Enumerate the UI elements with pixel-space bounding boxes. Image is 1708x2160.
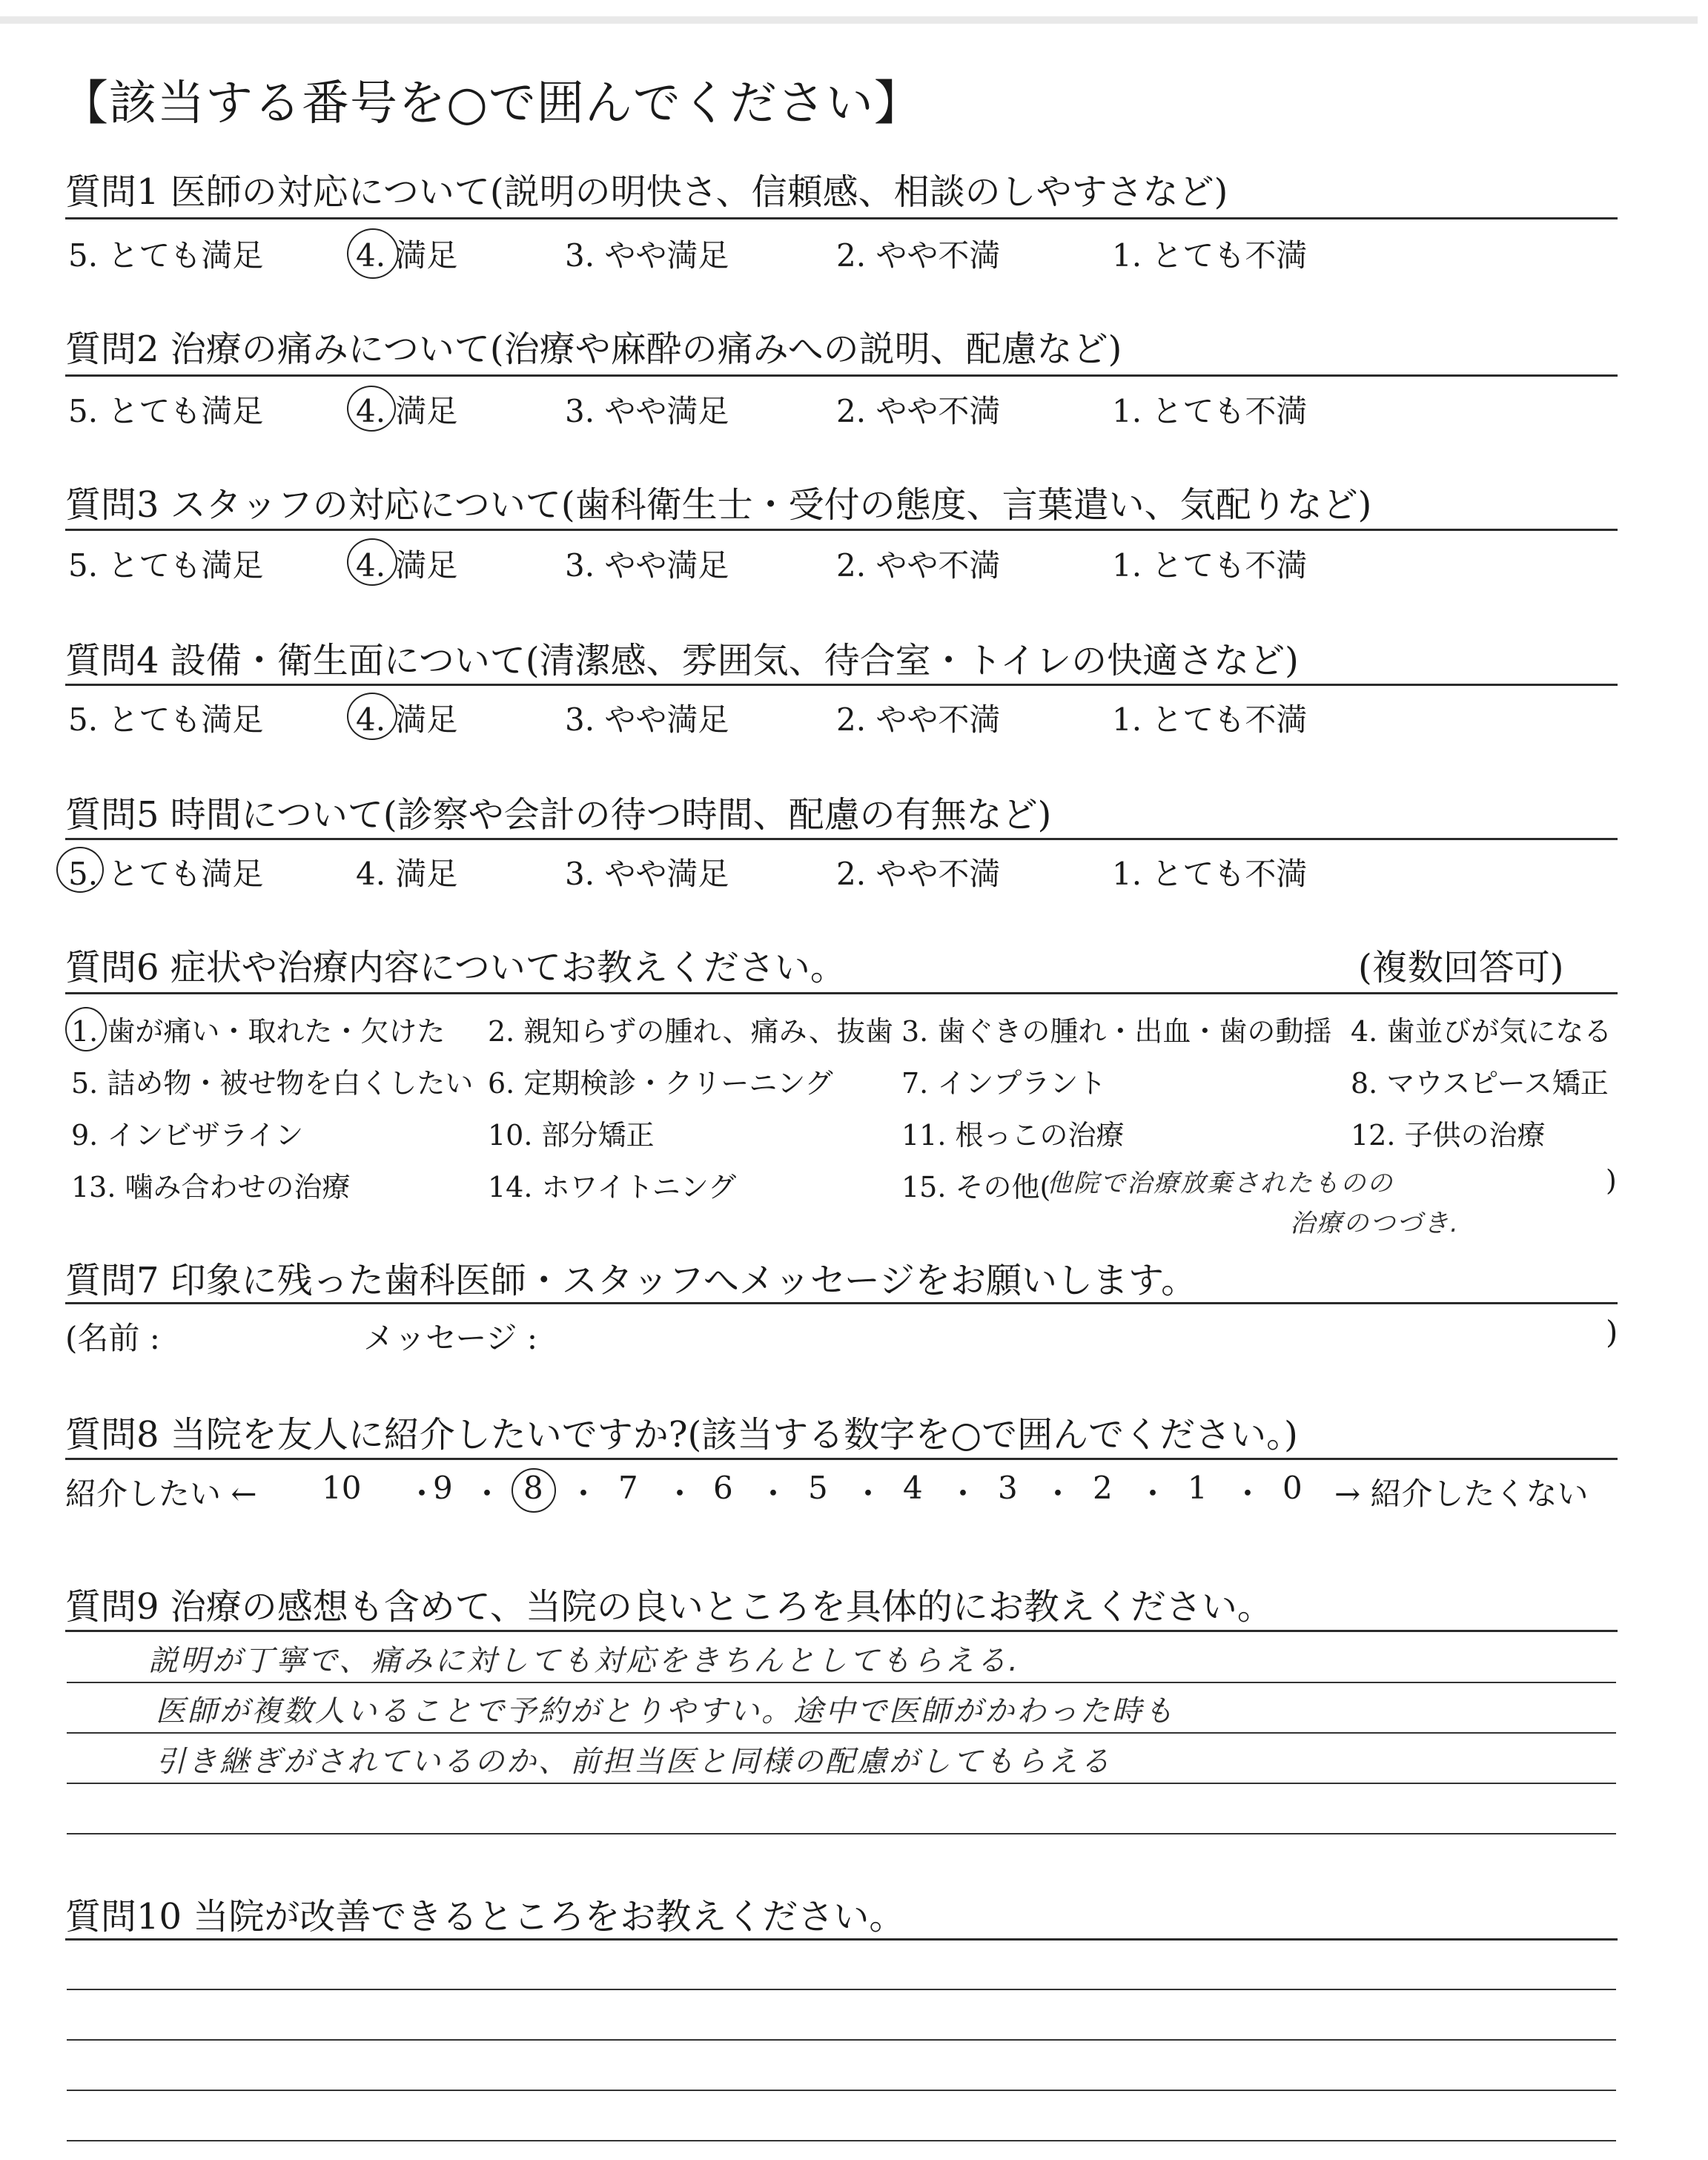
q2-selection-circle bbox=[347, 386, 396, 432]
q3-option-2[interactable]: 2. やや不満 bbox=[836, 547, 1001, 584]
q9-answer-line-1: 説明が丁寧で、痛みに対しても対応をきちんとしてもらえる. bbox=[148, 1644, 1020, 1678]
question-6-label: 質問6 症状や治療内容についてお教えください。 bbox=[65, 947, 846, 988]
q9-writing-line bbox=[67, 1833, 1616, 1834]
q1-option-1[interactable]: 1. とても不満 bbox=[1112, 237, 1308, 274]
question-6-note: (複数回答可) bbox=[1358, 947, 1564, 988]
question-3-rule bbox=[65, 529, 1618, 531]
q4-option-3[interactable]: 3. やや満足 bbox=[565, 701, 729, 738]
q6-option-12[interactable]: 12. 子供の治療 bbox=[1351, 1119, 1546, 1152]
q7-close-paren: ) bbox=[1606, 1314, 1618, 1350]
q8-scale-5[interactable]: 5 bbox=[808, 1470, 828, 1506]
q8-dot: ・ bbox=[568, 1476, 600, 1512]
q6-other-handwritten-line-1: 他院で治療放棄されたものの bbox=[1047, 1169, 1394, 1198]
q10-writing-line bbox=[67, 2140, 1616, 2141]
q6-option-14[interactable]: 14. ホワイトニング bbox=[488, 1171, 737, 1203]
scan-top-edge bbox=[0, 16, 1698, 24]
question-9-label: 質問9 治療の感想も含めて、当院の良いところを具体的にお教えください。 bbox=[65, 1586, 1273, 1628]
q3-option-1[interactable]: 1. とても不満 bbox=[1112, 547, 1308, 584]
q8-scale-8[interactable]: 8 bbox=[523, 1470, 543, 1506]
q8-scale-3[interactable]: 3 bbox=[998, 1470, 1018, 1506]
q4-selection-circle bbox=[347, 693, 397, 740]
q10-writing-line bbox=[67, 1989, 1616, 1990]
q8-scale-0[interactable]: 0 bbox=[1282, 1470, 1302, 1506]
q8-dot: ・ bbox=[947, 1476, 979, 1512]
form-title: 【該当する番号を○で囲んでください】 bbox=[61, 76, 922, 131]
q6-other-handwritten-line-2: 治療のつづき. bbox=[1290, 1209, 1460, 1238]
question-5-label: 質問5 時間について(診察や会計の待つ時間、配慮の有無など) bbox=[65, 794, 1052, 836]
q6-option-15[interactable]: 15. その他( bbox=[901, 1171, 1051, 1203]
q6-selection-circle bbox=[65, 1007, 107, 1051]
question-9-rule bbox=[65, 1630, 1618, 1632]
q9-writing-line bbox=[67, 1783, 1616, 1784]
q6-option-4[interactable]: 4. 歯並びが気になる bbox=[1351, 1015, 1612, 1048]
q7-name-label[interactable]: (名前 : bbox=[65, 1320, 160, 1356]
q8-scale-1[interactable]: 1 bbox=[1188, 1470, 1208, 1506]
q6-option-8[interactable]: 8. マウスピース矯正 bbox=[1351, 1067, 1609, 1100]
q3-option-4[interactable]: 4. 満足 bbox=[356, 547, 458, 584]
q8-right-label: → 紹介したくない bbox=[1334, 1476, 1589, 1512]
q5-option-5[interactable]: 5. とても満足 bbox=[68, 856, 264, 892]
q8-scale-7[interactable]: 7 bbox=[618, 1470, 638, 1506]
q1-option-4[interactable]: 4. 満足 bbox=[356, 237, 458, 274]
q6-option-9[interactable]: 9. インビザライン bbox=[71, 1119, 304, 1152]
q1-option-5[interactable]: 5. とても満足 bbox=[68, 237, 264, 274]
q8-dot: ・ bbox=[664, 1476, 696, 1512]
q8-left-label: 紹介したい ← bbox=[65, 1476, 257, 1512]
q7-message-label[interactable]: メッセージ : bbox=[363, 1320, 537, 1356]
q9-writing-line bbox=[67, 1682, 1616, 1683]
question-6-rule bbox=[65, 992, 1618, 994]
q8-dot: ・ bbox=[406, 1476, 438, 1512]
q8-selection-circle bbox=[512, 1468, 556, 1513]
q2-option-1[interactable]: 1. とても不満 bbox=[1112, 393, 1308, 429]
q6-option-6[interactable]: 6. 定期検診・クリーニング bbox=[488, 1067, 833, 1100]
q5-option-1[interactable]: 1. とても不満 bbox=[1112, 856, 1308, 892]
q6-option-15-close: ) bbox=[1606, 1164, 1617, 1197]
question-2-rule bbox=[65, 374, 1618, 377]
question-8-label: 質問8 当院を友人に紹介したいですか?(該当する数字を○で囲んでください。) bbox=[65, 1414, 1298, 1456]
question-1-label: 質問1 医師の対応について(説明の明快さ、信頼感、相談のしやすさなど) bbox=[65, 171, 1228, 213]
q6-option-1[interactable]: 1. 歯が痛い・取れた・欠けた bbox=[71, 1015, 446, 1048]
q8-dot: ・ bbox=[1232, 1476, 1264, 1512]
q8-scale-6[interactable]: 6 bbox=[713, 1470, 733, 1506]
question-1-rule bbox=[65, 217, 1618, 219]
q8-dot: ・ bbox=[1137, 1476, 1169, 1512]
q6-option-3[interactable]: 3. 歯ぐきの腫れ・出血・歯の動揺 bbox=[901, 1015, 1332, 1048]
q2-option-3[interactable]: 3. やや満足 bbox=[565, 393, 729, 429]
q8-scale-10[interactable]: 10 bbox=[322, 1470, 362, 1506]
q1-option-3[interactable]: 3. やや満足 bbox=[565, 237, 729, 274]
question-4-label: 質問4 設備・衛生面について(清潔感、雰囲気、待合室・トイレの快適さなど) bbox=[65, 640, 1299, 681]
q6-option-7[interactable]: 7. インプラント bbox=[901, 1067, 1107, 1100]
q5-option-2[interactable]: 2. やや不満 bbox=[836, 856, 1001, 892]
question-8-rule bbox=[65, 1458, 1618, 1460]
q4-option-2[interactable]: 2. やや不満 bbox=[836, 701, 1001, 738]
question-7-label: 質問7 印象に残った歯科医師・スタッフへメッセージをお願いします。 bbox=[65, 1260, 1197, 1301]
q5-option-3[interactable]: 3. やや満足 bbox=[565, 856, 729, 892]
q10-writing-line bbox=[67, 2090, 1616, 2091]
question-7-rule bbox=[65, 1302, 1618, 1304]
q6-option-13[interactable]: 13. 噛み合わせの治療 bbox=[71, 1171, 351, 1203]
q8-dot: ・ bbox=[758, 1476, 790, 1512]
q4-option-5[interactable]: 5. とても満足 bbox=[68, 701, 264, 738]
question-5-rule bbox=[65, 838, 1618, 840]
q2-option-4[interactable]: 4. 満足 bbox=[356, 393, 458, 429]
q2-option-2[interactable]: 2. やや不満 bbox=[836, 393, 1001, 429]
q9-answer-line-2: 医師が複数人いることで予約がとりやすい。途中で医師がかわった時も bbox=[156, 1694, 1176, 1728]
q8-dot: ・ bbox=[853, 1476, 884, 1512]
q6-option-11[interactable]: 11. 根っこの治療 bbox=[901, 1119, 1125, 1152]
q3-selection-circle bbox=[347, 538, 397, 586]
q9-writing-line bbox=[67, 1732, 1616, 1734]
q1-option-2[interactable]: 2. やや不満 bbox=[836, 237, 1001, 274]
question-2-label: 質問2 治療の痛みについて(治療や麻酔の痛みへの説明、配慮など) bbox=[65, 328, 1122, 370]
q4-option-1[interactable]: 1. とても不満 bbox=[1112, 701, 1308, 738]
q8-scale-2[interactable]: 2 bbox=[1093, 1470, 1113, 1506]
q8-dot: ・ bbox=[1042, 1476, 1074, 1512]
q8-dot: ・ bbox=[471, 1476, 503, 1512]
question-4-rule bbox=[65, 684, 1618, 686]
q8-scale-9[interactable]: 9 bbox=[433, 1470, 453, 1506]
q6-option-5[interactable]: 5. 詰め物・被せ物を白くしたい bbox=[71, 1067, 474, 1100]
q8-scale-4[interactable]: 4 bbox=[903, 1470, 923, 1506]
q2-option-5[interactable]: 5. とても満足 bbox=[68, 393, 264, 429]
q5-option-4[interactable]: 4. 満足 bbox=[356, 856, 458, 892]
q10-writing-line bbox=[67, 2039, 1616, 2041]
q4-option-4[interactable]: 4. 満足 bbox=[356, 701, 458, 738]
q6-option-2[interactable]: 2. 親知らずの腫れ、痛み、抜歯 bbox=[488, 1015, 893, 1048]
q5-selection-circle bbox=[56, 847, 104, 893]
q9-answer-line-3: 引き継ぎがされているのか、前担当医と同様の配慮がしてもらえる bbox=[156, 1745, 1112, 1779]
question-3-label: 質問3 スタッフの対応について(歯科衛生士・受付の態度、言葉遣い、気配りなど) bbox=[65, 484, 1372, 526]
question-10-rule bbox=[65, 1938, 1618, 1941]
question-10-label: 質問10 当院が改善できるところをお教えください。 bbox=[65, 1896, 905, 1938]
q1-selection-circle bbox=[347, 228, 399, 279]
q6-option-10[interactable]: 10. 部分矯正 bbox=[488, 1119, 655, 1152]
q3-option-5[interactable]: 5. とても満足 bbox=[68, 547, 264, 584]
q3-option-3[interactable]: 3. やや満足 bbox=[565, 547, 729, 584]
